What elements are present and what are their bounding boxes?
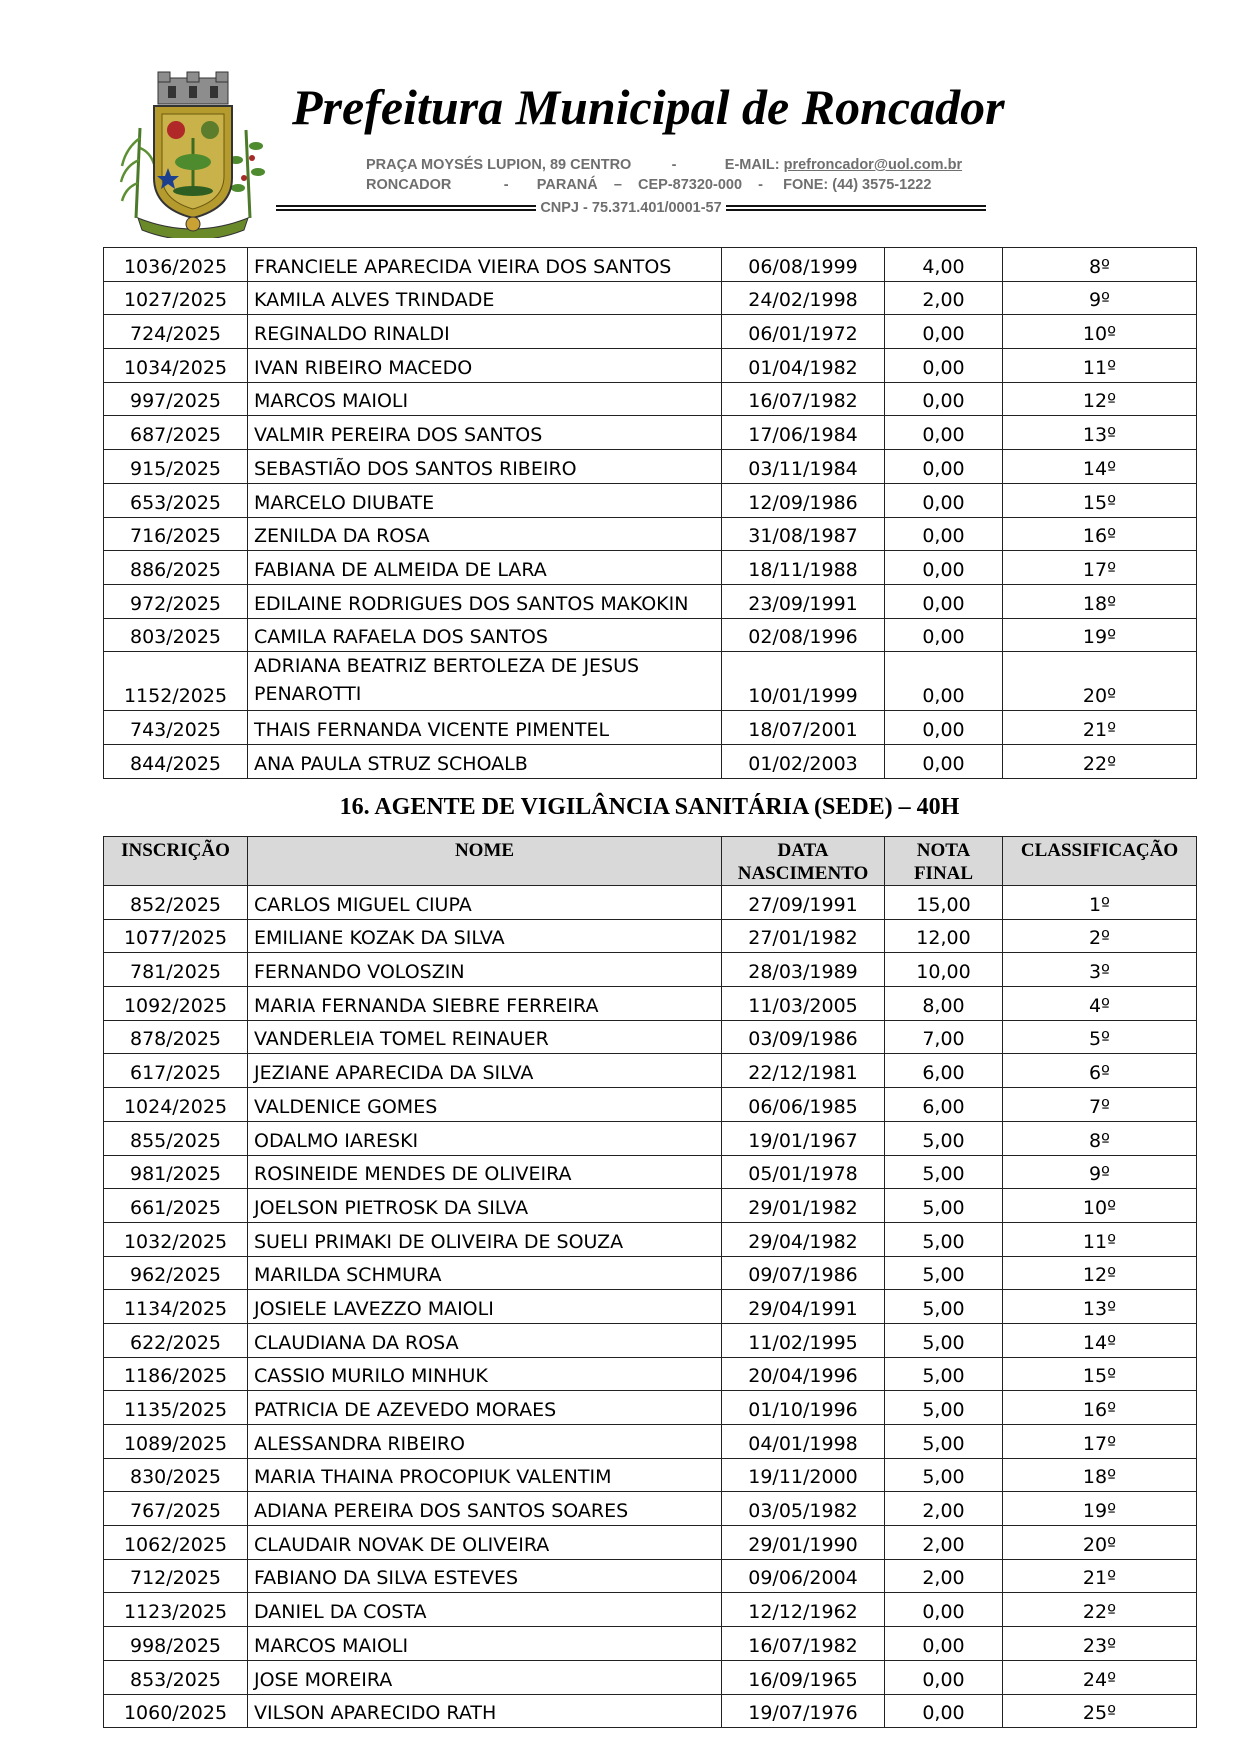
cell-inscricao: 886/2025	[104, 551, 248, 585]
results-table-vigilancia	[103, 836, 1197, 1728]
cell-data-nascimento: 28/03/1989	[722, 953, 885, 987]
cell-inscricao: 1123/2025	[104, 1593, 248, 1627]
cell-nota-final: 2,00	[885, 1559, 1003, 1593]
cell-classificacao: 9º	[1003, 281, 1197, 315]
cell-nota-final: 4,00	[885, 248, 1003, 282]
cell-classificacao: 8º	[1003, 1121, 1197, 1155]
col-header-classificacao: CLASSIFICAÇÃO	[1003, 837, 1197, 886]
cell-nota-final: 0,00	[885, 711, 1003, 745]
cell-inscricao: 1060/2025	[104, 1694, 248, 1728]
cell-classificacao: 7º	[1003, 1088, 1197, 1122]
cell-classificacao: 21º	[1003, 711, 1197, 745]
cell-nome: VILSON APARECIDO RATH	[248, 1694, 722, 1728]
cell-data-nascimento: 06/08/1999	[722, 248, 885, 282]
cell-nome: ZENILDA DA ROSA	[248, 517, 722, 551]
cell-inscricao: 712/2025	[104, 1559, 248, 1593]
cell-nome: REGINALDO RINALDI	[248, 315, 722, 349]
cell-nome: MARIA FERNANDA SIEBRE FERREIRA	[248, 987, 722, 1021]
cell-nome: VALMIR PEREIRA DOS SANTOS	[248, 416, 722, 450]
cell-nome: JOSIELE LAVEZZO MAIOLI	[248, 1290, 722, 1324]
cell-data-nascimento: 03/11/1984	[722, 450, 885, 484]
cell-data-nascimento: 19/01/1967	[722, 1121, 885, 1155]
cell-nota-final: 10,00	[885, 953, 1003, 987]
cell-inscricao: 830/2025	[104, 1458, 248, 1492]
page-title: Prefeitura Municipal de Roncador	[292, 79, 1005, 135]
address-line-2: RONCADOR - PARANÁ – CEP-87320-000 - FONE: (44) 3575-1222	[366, 177, 932, 193]
cell-data-nascimento: 12/12/1962	[722, 1593, 885, 1627]
cell-classificacao: 12º	[1003, 1256, 1197, 1290]
table-row	[104, 1054, 1197, 1088]
cell-nome: FABIANO DA SILVA ESTEVES	[248, 1559, 722, 1593]
cell-nome: DANIEL DA COSTA	[248, 1593, 722, 1627]
cell-nome: KAMILA ALVES TRINDADE	[248, 281, 722, 315]
table-row	[104, 1526, 1197, 1560]
cell-nota-final: 5,00	[885, 1121, 1003, 1155]
cell-data-nascimento: 11/02/1995	[722, 1323, 885, 1357]
results-table-continued	[103, 247, 1197, 779]
cell-nome: FRANCIELE APARECIDA VIEIRA DOS SANTOS	[248, 248, 722, 282]
cell-inscricao: 1089/2025	[104, 1425, 248, 1459]
cell-inscricao: 803/2025	[104, 618, 248, 652]
table-row	[104, 349, 1197, 383]
cell-nota-final: 2,00	[885, 281, 1003, 315]
cell-nome: JEZIANE APARECIDA DA SILVA	[248, 1054, 722, 1088]
cell-nota-final: 0,00	[885, 652, 1003, 711]
cell-inscricao: 622/2025	[104, 1323, 248, 1357]
table-row	[104, 1189, 1197, 1223]
cell-data-nascimento: 11/03/2005	[722, 987, 885, 1021]
cell-nota-final: 0,00	[885, 382, 1003, 416]
table-row	[104, 652, 1197, 711]
cell-nota-final: 0,00	[885, 744, 1003, 778]
col-header-nota	[885, 837, 1003, 886]
cell-nota-final: 0,00	[885, 1694, 1003, 1728]
cell-classificacao: 5º	[1003, 1020, 1197, 1054]
cell-nome: ADIANA PEREIRA DOS SANTOS SOARES	[248, 1492, 722, 1526]
cell-data-nascimento: 19/07/1976	[722, 1694, 885, 1728]
col-header-nome: NOME	[248, 837, 722, 886]
cell-inscricao: 716/2025	[104, 517, 248, 551]
cell-classificacao: 20º	[1003, 1526, 1197, 1560]
cell-data-nascimento: 17/06/1984	[722, 416, 885, 450]
table-row	[104, 744, 1197, 778]
table-header-row	[104, 837, 1197, 886]
table-row	[104, 517, 1197, 551]
cell-data-nascimento: 16/07/1982	[722, 1627, 885, 1661]
table-row	[104, 1492, 1197, 1526]
cell-classificacao: 16º	[1003, 1391, 1197, 1425]
header-rule-right	[726, 205, 986, 211]
table-row	[104, 1357, 1197, 1391]
cell-data-nascimento: 27/09/1991	[722, 886, 885, 920]
cell-inscricao: 1027/2025	[104, 281, 248, 315]
cell-data-nascimento: 18/07/2001	[722, 711, 885, 745]
table-row	[104, 281, 1197, 315]
cell-data-nascimento: 23/09/1991	[722, 584, 885, 618]
cell-nome: SEBASTIÃO DOS SANTOS RIBEIRO	[248, 450, 722, 484]
table-row	[104, 382, 1197, 416]
cell-classificacao: 15º	[1003, 483, 1197, 517]
cell-inscricao: 724/2025	[104, 315, 248, 349]
table-row	[104, 1627, 1197, 1661]
col-header-data-line1: DATA	[777, 840, 829, 861]
table-row	[104, 1088, 1197, 1122]
cell-data-nascimento: 06/01/1972	[722, 315, 885, 349]
cell-nota-final: 2,00	[885, 1492, 1003, 1526]
cell-nota-final: 2,00	[885, 1526, 1003, 1560]
cell-inscricao: 981/2025	[104, 1155, 248, 1189]
cell-inscricao: 617/2025	[104, 1054, 248, 1088]
cell-nota-final: 5,00	[885, 1425, 1003, 1459]
cell-nome: CAMILA RAFAELA DOS SANTOS	[248, 618, 722, 652]
cell-inscricao: 1024/2025	[104, 1088, 248, 1122]
cell-nota-final: 6,00	[885, 1054, 1003, 1088]
cell-nota-final: 0,00	[885, 551, 1003, 585]
municipal-crest-logo	[118, 68, 268, 238]
cell-nota-final: 5,00	[885, 1155, 1003, 1189]
cell-inscricao: 1134/2025	[104, 1290, 248, 1324]
cell-nota-final: 5,00	[885, 1256, 1003, 1290]
cell-nota-final: 7,00	[885, 1020, 1003, 1054]
cell-data-nascimento: 01/02/2003	[722, 744, 885, 778]
table-row	[104, 711, 1197, 745]
cell-nota-final: 0,00	[885, 483, 1003, 517]
cell-data-nascimento: 09/06/2004	[722, 1559, 885, 1593]
table-row	[104, 953, 1197, 987]
cell-data-nascimento: 01/10/1996	[722, 1391, 885, 1425]
cell-classificacao: 23º	[1003, 1627, 1197, 1661]
cell-inscricao: 661/2025	[104, 1189, 248, 1223]
cell-data-nascimento: 29/01/1990	[722, 1526, 885, 1560]
cell-classificacao: 12º	[1003, 382, 1197, 416]
cell-data-nascimento: 16/09/1965	[722, 1660, 885, 1694]
cell-inscricao: 1092/2025	[104, 987, 248, 1021]
cell-nota-final: 5,00	[885, 1357, 1003, 1391]
cell-inscricao: 844/2025	[104, 744, 248, 778]
table-row	[104, 248, 1197, 282]
cell-inscricao: 1034/2025	[104, 349, 248, 383]
cnpj-text: CNPJ - 75.371.401/0001-57	[540, 200, 722, 216]
table-row	[104, 1425, 1197, 1459]
cell-nome: FABIANA DE ALMEIDA DE LARA	[248, 551, 722, 585]
cell-nota-final: 15,00	[885, 886, 1003, 920]
cell-nome: ADRIANA BEATRIZ BERTOLEZA DE JESUS PENAROTTI	[248, 652, 722, 711]
cell-nota-final: 0,00	[885, 450, 1003, 484]
table-row	[104, 987, 1197, 1021]
cell-nota-final: 6,00	[885, 1088, 1003, 1122]
cell-nome: PATRICIA DE AZEVEDO MORAES	[248, 1391, 722, 1425]
cell-inscricao: 1062/2025	[104, 1526, 248, 1560]
cell-inscricao: 915/2025	[104, 450, 248, 484]
cell-nome: FERNANDO VOLOSZIN	[248, 953, 722, 987]
cell-nota-final: 0,00	[885, 416, 1003, 450]
table-row	[104, 1256, 1197, 1290]
cell-nome: EDILAINE RODRIGUES DOS SANTOS MAKOKIN	[248, 584, 722, 618]
cell-classificacao: 20º	[1003, 652, 1197, 711]
cell-classificacao: 22º	[1003, 1593, 1197, 1627]
cell-inscricao: 1186/2025	[104, 1357, 248, 1391]
cell-data-nascimento: 01/04/1982	[722, 349, 885, 383]
cell-inscricao: 972/2025	[104, 584, 248, 618]
cell-nota-final: 0,00	[885, 1627, 1003, 1661]
cell-inscricao: 653/2025	[104, 483, 248, 517]
cell-nota-final: 5,00	[885, 1189, 1003, 1223]
cell-classificacao: 21º	[1003, 1559, 1197, 1593]
cell-classificacao: 22º	[1003, 744, 1197, 778]
cell-inscricao: 962/2025	[104, 1256, 248, 1290]
cell-nome: CLAUDAIR NOVAK DE OLIVEIRA	[248, 1526, 722, 1560]
cell-data-nascimento: 05/01/1978	[722, 1155, 885, 1189]
table-row	[104, 618, 1197, 652]
cell-classificacao: 13º	[1003, 416, 1197, 450]
cell-data-nascimento: 06/06/1985	[722, 1088, 885, 1122]
cell-data-nascimento: 27/01/1982	[722, 919, 885, 953]
table-row	[104, 416, 1197, 450]
table-row	[104, 1694, 1197, 1728]
cell-inscricao: 1036/2025	[104, 248, 248, 282]
cell-classificacao: 2º	[1003, 919, 1197, 953]
table-row	[104, 1458, 1197, 1492]
cell-data-nascimento: 24/02/1998	[722, 281, 885, 315]
cell-classificacao: 18º	[1003, 1458, 1197, 1492]
cell-nome: IVAN RIBEIRO MACEDO	[248, 349, 722, 383]
table-row	[104, 1155, 1197, 1189]
cell-classificacao: 18º	[1003, 584, 1197, 618]
cell-data-nascimento: 20/04/1996	[722, 1357, 885, 1391]
cell-nota-final: 12,00	[885, 919, 1003, 953]
cell-classificacao: 4º	[1003, 987, 1197, 1021]
header-rule-left	[276, 205, 536, 211]
cell-data-nascimento: 19/11/2000	[722, 1458, 885, 1492]
cell-nome: THAIS FERNANDA VICENTE PIMENTEL	[248, 711, 722, 745]
cell-data-nascimento: 10/01/1999	[722, 652, 885, 711]
table-row	[104, 1391, 1197, 1425]
cell-nota-final: 0,00	[885, 1660, 1003, 1694]
cell-classificacao: 19º	[1003, 1492, 1197, 1526]
cell-data-nascimento: 22/12/1981	[722, 1054, 885, 1088]
cell-nome: MARILDA SCHMURA	[248, 1256, 722, 1290]
cell-classificacao: 14º	[1003, 450, 1197, 484]
cell-data-nascimento: 04/01/1998	[722, 1425, 885, 1459]
table-row	[104, 1121, 1197, 1155]
cell-inscricao: 767/2025	[104, 1492, 248, 1526]
cell-data-nascimento: 12/09/1986	[722, 483, 885, 517]
cell-nota-final: 8,00	[885, 987, 1003, 1021]
cell-nota-final: 0,00	[885, 349, 1003, 383]
cell-data-nascimento: 09/07/1986	[722, 1256, 885, 1290]
col-header-nota-line1: NOTA	[916, 840, 971, 861]
cnpj-row	[276, 197, 986, 219]
cell-inscricao: 1032/2025	[104, 1222, 248, 1256]
cell-classificacao: 14º	[1003, 1323, 1197, 1357]
table-row	[104, 1559, 1197, 1593]
col-header-inscricao: INSCRIÇÃO	[104, 837, 248, 886]
cell-nome: VALDENICE GOMES	[248, 1088, 722, 1122]
cell-data-nascimento: 03/09/1986	[722, 1020, 885, 1054]
table-row	[104, 483, 1197, 517]
table-row	[104, 919, 1197, 953]
cell-nota-final: 5,00	[885, 1391, 1003, 1425]
email-link[interactable]: prefroncador@uol.com.br	[783, 157, 963, 173]
cell-classificacao: 10º	[1003, 1189, 1197, 1223]
cell-nome: ALESSANDRA RIBEIRO	[248, 1425, 722, 1459]
cell-inscricao: 1077/2025	[104, 919, 248, 953]
cell-data-nascimento: 29/01/1982	[722, 1189, 885, 1223]
cell-nome: JOELSON PIETROSK DA SILVA	[248, 1189, 722, 1223]
cell-classificacao: 11º	[1003, 349, 1197, 383]
table-row	[104, 886, 1197, 920]
cell-nome: CASSIO MURILO MINHUK	[248, 1357, 722, 1391]
cell-classificacao: 11º	[1003, 1222, 1197, 1256]
cell-classificacao: 17º	[1003, 1425, 1197, 1459]
cell-classificacao: 13º	[1003, 1290, 1197, 1324]
cell-nome: JOSE MOREIRA	[248, 1660, 722, 1694]
cell-nome: VANDERLEIA TOMEL REINAUER	[248, 1020, 722, 1054]
cell-inscricao: 852/2025	[104, 886, 248, 920]
cell-classificacao: 9º	[1003, 1155, 1197, 1189]
cell-data-nascimento: 02/08/1996	[722, 618, 885, 652]
cell-inscricao: 1152/2025	[104, 652, 248, 711]
section-title: 16. AGENTE DE VIGILÂNCIA SANITÁRIA (SEDE) – 40H	[339, 794, 960, 820]
cell-inscricao: 781/2025	[104, 953, 248, 987]
cell-data-nascimento: 31/08/1987	[722, 517, 885, 551]
table-row	[104, 450, 1197, 484]
cell-data-nascimento: 29/04/1991	[722, 1290, 885, 1324]
cell-nota-final: 5,00	[885, 1458, 1003, 1492]
cell-inscricao: 687/2025	[104, 416, 248, 450]
table-row	[104, 315, 1197, 349]
cell-classificacao: 19º	[1003, 618, 1197, 652]
cell-nome: ODALMO IARESKI	[248, 1121, 722, 1155]
cell-nota-final: 0,00	[885, 517, 1003, 551]
cell-nota-final: 0,00	[885, 315, 1003, 349]
cell-classificacao: 10º	[1003, 315, 1197, 349]
cell-nome: ROSINEIDE MENDES DE OLIVEIRA	[248, 1155, 722, 1189]
col-header-nota-line2: FINAL	[913, 863, 974, 884]
cell-classificacao: 16º	[1003, 517, 1197, 551]
table-row	[104, 1323, 1197, 1357]
results-table-vigilancia-body	[104, 886, 1197, 1728]
cell-data-nascimento: 16/07/1982	[722, 382, 885, 416]
table-row	[104, 1593, 1197, 1627]
cell-nome: MARCOS MAIOLI	[248, 1627, 722, 1661]
cell-classificacao: 3º	[1003, 953, 1197, 987]
cell-nota-final: 0,00	[885, 584, 1003, 618]
table-row	[104, 1020, 1197, 1054]
cell-classificacao: 15º	[1003, 1357, 1197, 1391]
table-row	[104, 584, 1197, 618]
cell-classificacao: 6º	[1003, 1054, 1197, 1088]
cell-inscricao: 998/2025	[104, 1627, 248, 1661]
cell-inscricao: 1135/2025	[104, 1391, 248, 1425]
cell-nome: CLAUDIANA DA ROSA	[248, 1323, 722, 1357]
cell-classificacao: 24º	[1003, 1660, 1197, 1694]
table-row	[104, 551, 1197, 585]
cell-inscricao: 855/2025	[104, 1121, 248, 1155]
cell-inscricao: 997/2025	[104, 382, 248, 416]
cell-inscricao: 743/2025	[104, 711, 248, 745]
cell-inscricao: 878/2025	[104, 1020, 248, 1054]
cell-classificacao: 17º	[1003, 551, 1197, 585]
cell-classificacao: 25º	[1003, 1694, 1197, 1728]
cell-classificacao: 8º	[1003, 248, 1197, 282]
cell-data-nascimento: 03/05/1982	[722, 1492, 885, 1526]
table-row	[104, 1660, 1197, 1694]
cell-classificacao: 1º	[1003, 886, 1197, 920]
cell-nome: EMILIANE KOZAK DA SILVA	[248, 919, 722, 953]
col-header-data	[722, 837, 885, 886]
cell-inscricao: 853/2025	[104, 1660, 248, 1694]
cell-nome: MARCOS MAIOLI	[248, 382, 722, 416]
cell-nota-final: 5,00	[885, 1222, 1003, 1256]
cell-nome: ANA PAULA STRUZ SCHOALB	[248, 744, 722, 778]
cell-nome: CARLOS MIGUEL CIUPA	[248, 886, 722, 920]
cell-nome: MARCELO DIUBATE	[248, 483, 722, 517]
results-table-continued-body	[104, 248, 1197, 779]
cell-data-nascimento: 18/11/1988	[722, 551, 885, 585]
cell-data-nascimento: 29/04/1982	[722, 1222, 885, 1256]
cell-nome: SUELI PRIMAKI DE OLIVEIRA DE SOUZA	[248, 1222, 722, 1256]
cell-nome: MARIA THAINA PROCOPIUK VALENTIM	[248, 1458, 722, 1492]
cell-nota-final: 0,00	[885, 1593, 1003, 1627]
address-line-1	[366, 156, 962, 174]
cell-nota-final: 5,00	[885, 1290, 1003, 1324]
cell-nota-final: 5,00	[885, 1323, 1003, 1357]
cell-nota-final: 0,00	[885, 618, 1003, 652]
table-row	[104, 1290, 1197, 1324]
table-row	[104, 1222, 1197, 1256]
col-header-data-line2: NASCIMENTO	[737, 863, 869, 884]
address-line-1-text: PRAÇA MOYSÉS LUPION, 89 CENTRO - E-MAIL:	[366, 157, 784, 173]
